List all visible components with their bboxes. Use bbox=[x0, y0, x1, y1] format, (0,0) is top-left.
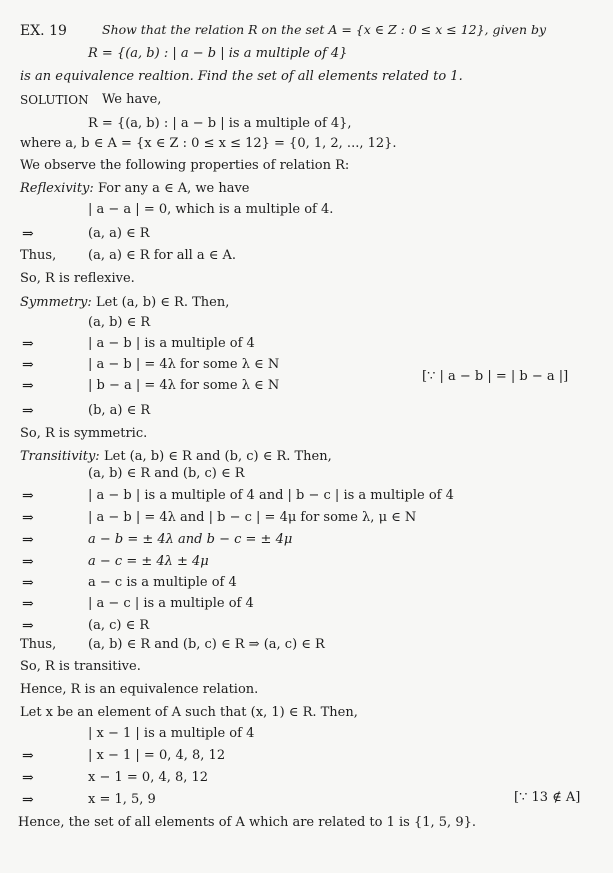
transitivity-line-4: | a − b | = 4λ and | b − c | = 4μ for some λ, μ ∈ N bbox=[88, 510, 417, 525]
transitivity-line-3: | a − b | is a multiple of 4 and | b − c | is a multiple of 4 bbox=[88, 488, 454, 503]
implies-arrow: ⇒ bbox=[22, 532, 34, 548]
implies-arrow: ⇒ bbox=[22, 575, 34, 591]
example-label: EX. 19 bbox=[20, 23, 67, 39]
symmetry-line-3: | a − b | is a multiple of 4 bbox=[88, 336, 255, 351]
implies-arrow: ⇒ bbox=[22, 510, 34, 526]
transitivity-line-5: a − b = ± 4λ and b − c = ± 4μ bbox=[88, 532, 293, 547]
symmetry-heading: Symmetry: bbox=[20, 295, 92, 310]
symmetry-line-4: | a − b | = 4λ for some λ ∈ N bbox=[88, 357, 280, 372]
thus-label: Thus, bbox=[20, 248, 57, 263]
reflexivity-line-4: (a, a) ∈ R for all a ∈ A. bbox=[88, 248, 237, 263]
reflexivity-heading: Reflexivity: bbox=[20, 181, 94, 196]
transitivity-line-8: | a − c | is a multiple of 4 bbox=[88, 596, 254, 611]
relation-definition: R = {(a, b) : | a − b | is a multiple of 4}, bbox=[88, 116, 352, 131]
transitivity-line-10: (a, b) ∈ R and (b, c) ∈ R ⇒ (a, c) ∈ R bbox=[88, 637, 325, 652]
implies-arrow: ⇒ bbox=[22, 378, 34, 394]
implies-arrow: ⇒ bbox=[22, 488, 34, 504]
symmetry-line-1: Let (a, b) ∈ R. Then, bbox=[96, 295, 230, 310]
implies-arrow: ⇒ bbox=[22, 403, 34, 419]
transitivity-line-6: a − c = ± 4λ ± 4μ bbox=[88, 554, 209, 569]
symmetry-note: [∵ | a − b | = | b − a |] bbox=[422, 369, 569, 384]
let-x-line: Let x be an element of A such that (x, 1) ∈ R. Then, bbox=[20, 705, 358, 720]
implies-arrow: ⇒ bbox=[22, 336, 34, 352]
implies-arrow: ⇒ bbox=[22, 792, 34, 808]
implies-arrow: ⇒ bbox=[22, 554, 34, 570]
symmetry-line-2: (a, b) ∈ R bbox=[88, 315, 151, 330]
problem-line-2: R = {(a, b) : | a − b | is a multiple of 4} bbox=[88, 46, 348, 61]
final-line-4: x = 1, 5, 9 bbox=[88, 792, 156, 807]
solution-intro: We have, bbox=[102, 92, 162, 107]
transitivity-heading: Transitivity: bbox=[20, 449, 100, 464]
final-note: [∵ 13 ∉ A] bbox=[514, 790, 581, 805]
implies-arrow: ⇒ bbox=[22, 770, 34, 786]
transitivity-line-9: (a, c) ∈ R bbox=[88, 618, 150, 633]
final-line-1: | x − 1 | is a multiple of 4 bbox=[88, 726, 255, 741]
set-definition: where a, b ∈ A = {x ∈ Z : 0 ≤ x ≤ 12} = {0, 1, 2, ..., 12}. bbox=[20, 136, 397, 151]
transitivity-line-7: a − c is a multiple of 4 bbox=[88, 575, 237, 590]
implies-arrow: ⇒ bbox=[22, 618, 34, 634]
symmetry-line-5: | b − a | = 4λ for some λ ∈ N bbox=[88, 378, 280, 393]
thus-label: Thus, bbox=[20, 637, 57, 652]
implies-arrow: ⇒ bbox=[22, 748, 34, 764]
equivalence-conclusion: Hence, R is an equivalence relation. bbox=[20, 682, 259, 697]
final-line-2: | x − 1 | = 0, 4, 8, 12 bbox=[88, 748, 226, 763]
transitivity-line-2: (a, b) ∈ R and (b, c) ∈ R bbox=[88, 466, 245, 481]
observe-line: We observe the following properties of relation R: bbox=[20, 158, 350, 173]
transitive-conclusion: So, R is transitive. bbox=[20, 659, 141, 674]
implies-arrow: ⇒ bbox=[22, 596, 34, 612]
reflexivity-line-2: | a − a | = 0, which is a multiple of 4. bbox=[88, 202, 334, 217]
implies-arrow: ⇒ bbox=[22, 357, 34, 373]
reflexive-conclusion: So, R is reflexive. bbox=[20, 271, 135, 286]
implies-arrow: ⇒ bbox=[22, 226, 34, 242]
final-line-3: x − 1 = 0, 4, 8, 12 bbox=[88, 770, 209, 785]
problem-line-1: Show that the relation R on the set A = {x ∈ Z : 0 ≤ x ≤ 12}, given by bbox=[102, 22, 547, 37]
symmetric-conclusion: So, R is symmetric. bbox=[20, 426, 148, 441]
reflexivity-line-3: (a, a) ∈ R bbox=[88, 226, 150, 241]
symmetry-line-6: (b, a) ∈ R bbox=[88, 403, 151, 418]
reflexivity-line-1: For any a ∈ A, we have bbox=[98, 181, 250, 196]
transitivity-line-1: Let (a, b) ∈ R and (b, c) ∈ R. Then, bbox=[104, 449, 332, 464]
problem-line-3: is an equivalence realtion. Find the set of all elements related to 1. bbox=[20, 69, 463, 84]
solution-label: SOLUTION bbox=[20, 93, 89, 107]
final-answer: Hence, the set of all elements of A which are related to 1 is {1, 5, 9}. bbox=[18, 815, 476, 830]
